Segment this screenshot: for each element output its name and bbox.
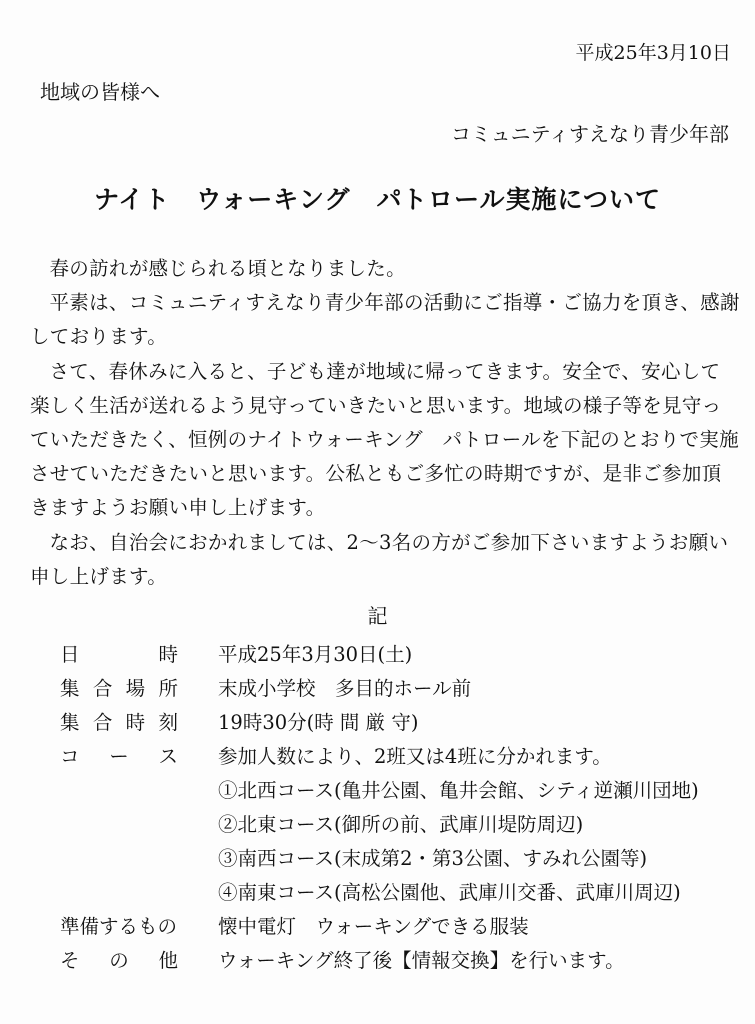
course-row [40,874,740,908]
document-title: ナイト ウォーキング パトロール実施について [93,185,661,214]
course-item: ③南西コース(末成第2・第3公園、すみれ公園等) [218,847,648,870]
detail-row-time [40,704,740,738]
label-char: 他 [158,949,178,972]
course-item: ④南東コース(高松公園他、武庫川交番、武庫川周辺) [218,881,681,904]
course-item: ②北東コース(御所の前、武庫川堤防周辺) [218,813,584,836]
detail-row-place [40,670,740,704]
label-char: そ [60,949,80,972]
detail-value: ウォーキング終了後【情報交換】を行います。 [218,949,625,972]
detail-label [40,639,178,667]
addressee: 地域の皆様へ [40,80,160,104]
label-char: 合 [92,677,113,700]
ki-heading: 記 [367,604,388,628]
label-char: 場 [125,677,146,700]
detail-row-items [40,908,740,942]
label-char: の [109,949,129,972]
course-row [40,840,740,874]
detail-label [40,707,178,735]
course-row [40,806,740,840]
detail-value: 末成小学校 多目的ホール前 [218,677,472,700]
label-char: 集 [60,677,80,700]
detail-value: 19時30分(時 間 厳 守) [218,711,419,734]
label-char: 日 [60,643,80,666]
detail-label [40,741,178,769]
label-char: 時 [158,643,178,666]
course-row [40,772,740,806]
label-char: コ [60,745,80,768]
label-char: 時 [125,711,146,734]
detail-value: 参加人数により、2班又は4班に分かれます。 [218,745,612,768]
label-char: ス [158,745,178,768]
label-char: 集 [60,711,80,734]
detail-row-other [40,942,740,976]
label-char: ー [109,745,129,768]
details-list [40,636,740,976]
document-body [30,252,740,594]
detail-row-course [40,738,740,772]
detail-label [40,673,178,701]
label-char: 刻 [158,711,178,734]
sender: コミュニティすえなり青少年部 [451,122,729,146]
paragraph: 春の訪れが感じられる頃となりました。 [49,257,406,280]
paragraph: さて、春休みに入ると、子ども達が地域に帰ってきます。安全で、安心して楽しく生活が送れるよう見守っていきたいと思います。地域の様子等を見守っていただきたく、恒例のナイトウォーキング パトロールを下記のとおりで実施させていただきたいと思います。公私ともご多忙の時期ですが、是非ご参加頂きますようお願い申し上げます。 [30,359,739,520]
course-item: ①北西コース(亀井公園、亀井会館、シティ逆瀬川団地) [218,779,699,802]
detail-label: 準備するもの [60,915,178,938]
label-char: 合 [92,711,113,734]
detail-row-datetime [40,636,740,670]
paragraph: なお、自治会におかれましては、2～3名の方がご参加下さいますようお願い申し上げます。 [30,530,729,588]
detail-value: 平成25年3月30日(土) [218,643,413,666]
detail-value: 懐中電灯 ウォーキングできる服装 [218,915,529,938]
label-char: 所 [158,677,178,700]
document-date: 平成25年3月10日 [575,42,731,64]
detail-label [40,945,178,973]
paragraph: 平素は、コミュニティすえなり青少年部の活動にご指導・ご協力を頂き、感謝しております。 [30,291,740,349]
